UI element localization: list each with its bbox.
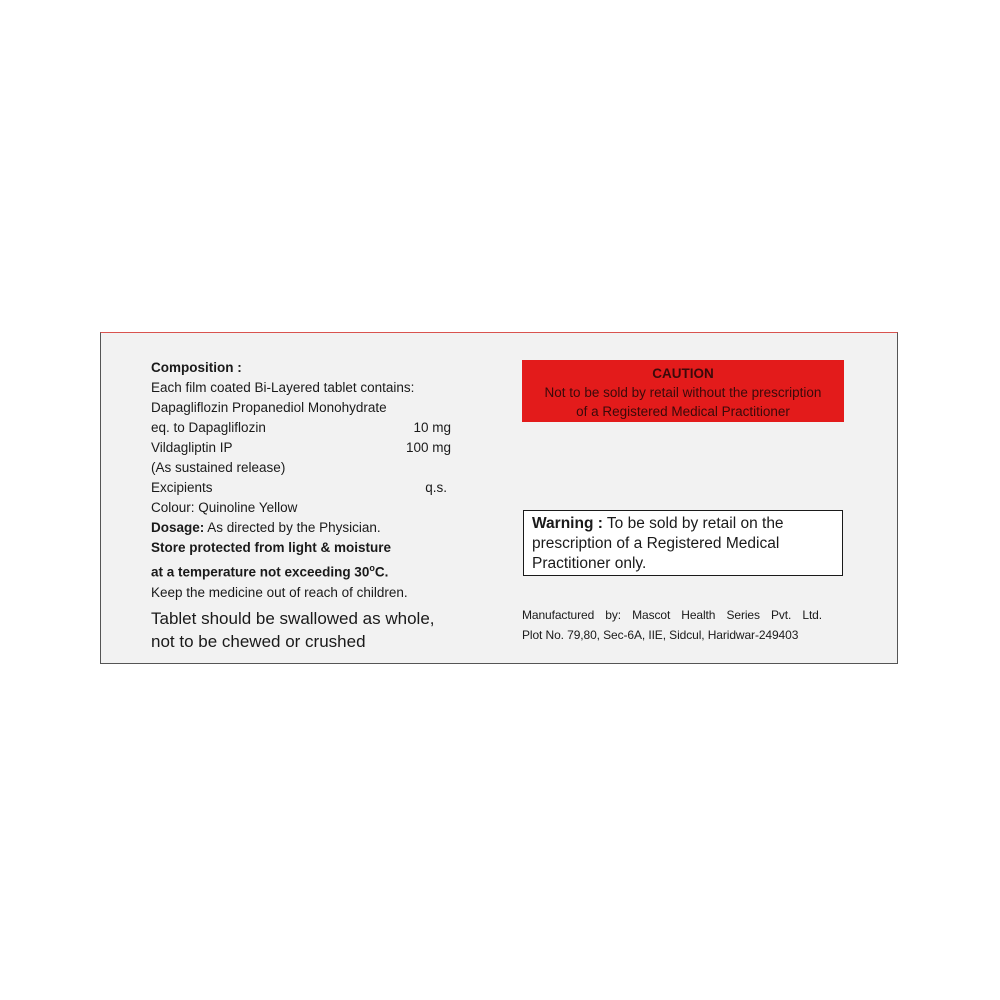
warning-text: To be sold by retail on the prescription of a Registered Medical Practitioner only. bbox=[532, 515, 784, 572]
storage-temp-unit: C. bbox=[374, 564, 389, 580]
row-vildagliptin bbox=[151, 438, 451, 458]
warning-label: Warning : bbox=[532, 515, 603, 532]
dosage-label: Dosage: bbox=[151, 520, 205, 535]
composition-section bbox=[151, 358, 451, 653]
vildagliptin-amount: 100 mg bbox=[405, 440, 451, 455]
manufacturer-address: Plot No. 79,80, Sec-6A, IIE, Sidcul, Haridwar-249403 bbox=[522, 628, 799, 642]
storage-line-2 bbox=[151, 558, 451, 583]
swallow-line-2: not to be chewed or crushed bbox=[151, 631, 366, 651]
row-excipients bbox=[151, 478, 451, 498]
storage-line-1: Store protected from light & moisture bbox=[151, 540, 392, 555]
ingredient-dapagliflozin: Dapagliflozin Propanediol Monohydrate bbox=[151, 400, 387, 415]
excipients-amount: q.s. bbox=[425, 480, 447, 495]
caution-box bbox=[522, 360, 844, 422]
keep-away-line: Keep the medicine out of reach of children. bbox=[151, 584, 408, 600]
manufacturer-info bbox=[522, 605, 822, 645]
composition-heading: Composition : bbox=[151, 360, 242, 375]
vildagliptin-label: Vildagliptin IP bbox=[151, 440, 233, 455]
warning-box bbox=[523, 510, 843, 576]
caution-title: CAUTION bbox=[652, 366, 714, 381]
sustained-release-note: (As sustained release) bbox=[151, 460, 286, 475]
excipients-label: Excipients bbox=[151, 480, 213, 495]
dosage-text: As directed by the Physician. bbox=[204, 520, 381, 535]
caution-line-1: Not to be sold by retail without the prescription bbox=[544, 385, 822, 400]
caution-line-2: of a Registered Medical Practitioner bbox=[576, 404, 790, 419]
label-panel bbox=[100, 332, 898, 664]
eq-label: eq. to Dapagliflozin bbox=[151, 420, 266, 435]
colour-line: Colour: Quinoline Yellow bbox=[151, 500, 298, 515]
manufacturer-line-1: Manufactured by: Mascot Health Series Pvt. Ltd. bbox=[522, 608, 822, 622]
eq-amount: 10 mg bbox=[413, 420, 451, 435]
swallow-line-1: Tablet should be swallowed as whole, bbox=[151, 608, 435, 628]
degree-symbol: o bbox=[369, 563, 375, 573]
dosage-line bbox=[151, 518, 451, 538]
row-eq-dapagliflozin bbox=[151, 418, 451, 438]
storage-temp-text: at a temperature not exceeding 30 bbox=[151, 564, 370, 580]
composition-intro: Each film coated Bi-Layered tablet contains: bbox=[151, 380, 415, 395]
